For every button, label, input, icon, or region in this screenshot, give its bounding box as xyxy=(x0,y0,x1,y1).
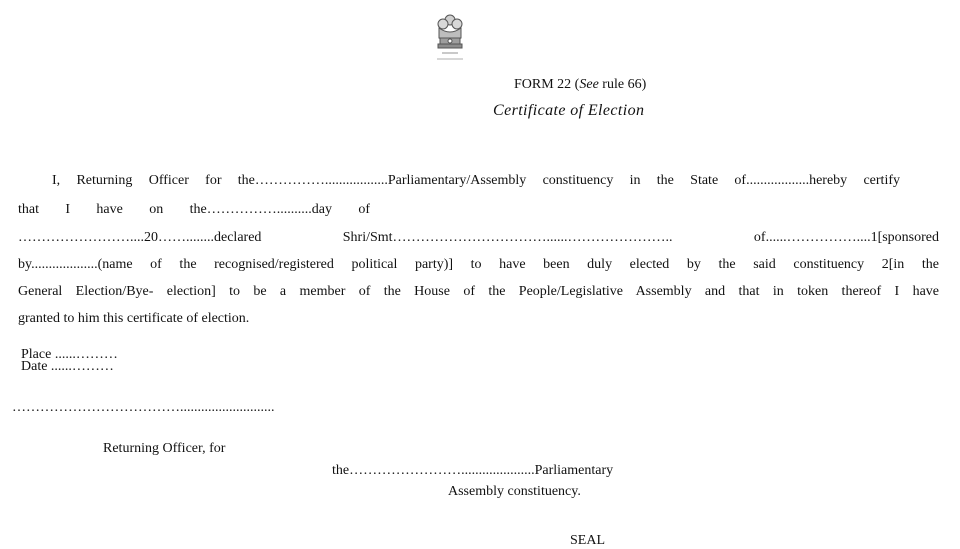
body-line-1: I, Returning Officer for the……………..................Parliamentary/Assembly constituency in the State of..................hereby certify xyxy=(52,173,900,188)
date-line: Date ......……… xyxy=(21,359,114,374)
state-emblem-icon xyxy=(433,12,467,64)
returning-officer-label: Returning Officer, for xyxy=(103,441,226,456)
body-line-6: granted to him this certificate of election. xyxy=(18,311,250,326)
form-rule: rule 66) xyxy=(598,77,647,92)
body-line-3: ……………………....20……........declared Shri/Smt……………………………......………………….. of......……………....1[sponsored xyxy=(18,230,939,245)
seal-label: SEAL xyxy=(570,533,605,548)
constituency-line: the…………………….....................Parliamentary xyxy=(332,463,614,478)
form-see: See xyxy=(579,77,599,92)
place-line: Place ......……… xyxy=(21,347,118,362)
form-label: FORM 22 ( xyxy=(514,77,580,92)
assembly-constituency: Assembly constituency. xyxy=(448,484,581,499)
form-number xyxy=(514,77,646,93)
certificate-title: Certificate of Election xyxy=(493,102,645,119)
body-line-4: by...................(name of the recognised/registered political party)] to have been duly elected by the said constituency 2[in the xyxy=(18,257,939,272)
body-line-5: General Election/Bye- election] to be a member of the House of the People/Legislative Assembly and that in token thereof I have xyxy=(18,284,939,299)
body-line-2: that I have on the……………..........day of xyxy=(18,202,370,217)
signature-dots: ………………………………........................... xyxy=(12,400,275,415)
